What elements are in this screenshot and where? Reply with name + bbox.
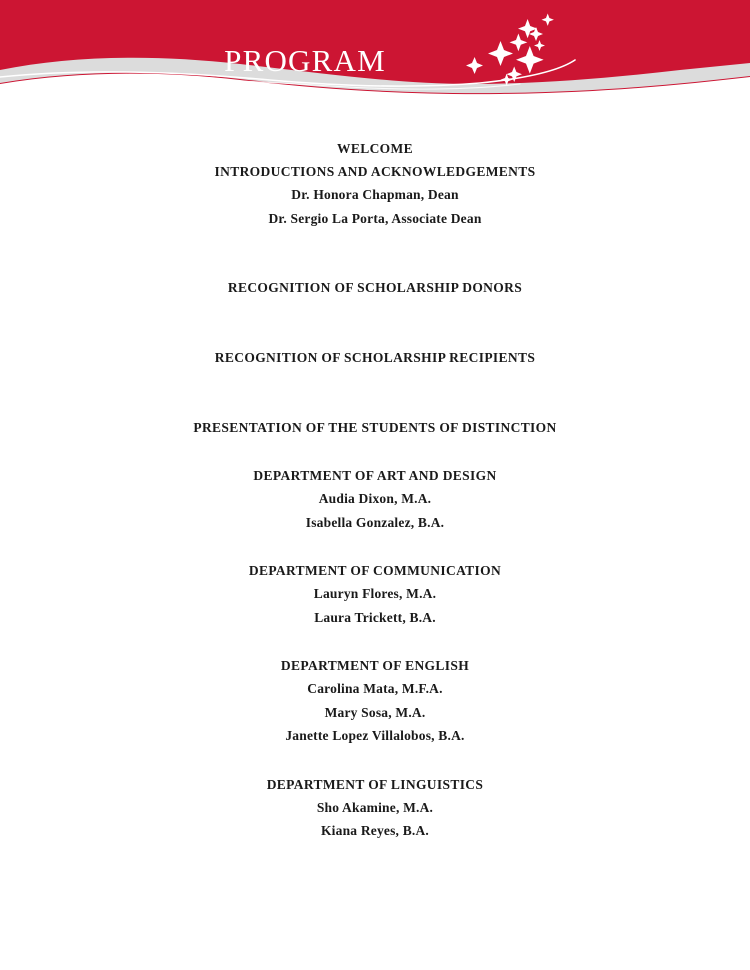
section-heading-recipients: RECOGNITION OF SCHOLARSHIP RECIPIENTS (214, 350, 536, 365)
department-block (0, 773, 750, 843)
spacer-between-departments (0, 748, 750, 773)
program-header-banner (0, 0, 750, 98)
spacer-before-departments (0, 439, 750, 464)
department-heading: DEPARTMENT OF COMMUNICATION (248, 563, 502, 578)
section-students-of-distinction (0, 416, 750, 439)
section-heading-students-of-distinction: PRESENTATION OF THE STUDENTS OF DISTINCTION (193, 420, 557, 435)
welcome-heading: WELCOME (337, 141, 413, 156)
program-content (0, 98, 750, 843)
honoree-name: Sho Akamine, M.A. (316, 799, 434, 815)
spacer-after-opening (0, 230, 750, 276)
opening-block (0, 137, 750, 230)
honoree-name: Kiana Reyes, B.A. (320, 823, 430, 838)
honoree-name: Lauryn Flores, M.A. (313, 586, 437, 601)
section-donors (0, 276, 750, 299)
spacer-between-departments (0, 534, 750, 559)
spacer-after-recipients (0, 369, 750, 416)
honoree-name: Isabella Gonzalez, B.A. (305, 514, 445, 530)
department-heading: DEPARTMENT OF LINGUISTICS (266, 776, 484, 792)
honoree-name: Janette Lopez Villalobos, B.A. (285, 728, 465, 743)
department-heading: DEPARTMENT OF ENGLISH (280, 658, 470, 673)
honoree-name: Mary Sosa, M.A. (324, 704, 426, 720)
honoree-name: Carolina Mata, M.F.A. (307, 681, 443, 696)
section-recipients (0, 346, 750, 369)
page-title: PROGRAM (224, 43, 386, 78)
spacer-top (0, 98, 750, 137)
spacer-after-donors (0, 299, 750, 346)
honoree-name: Laura Trickett, B.A. (314, 609, 436, 625)
introductions-heading: INTRODUCTIONS AND ACKNOWLEDGEMENTS (214, 164, 536, 179)
official-name: Dr. Honora Chapman, Dean (291, 187, 459, 202)
department-heading: DEPARTMENT OF ART AND DESIGN (253, 468, 497, 483)
department-block (0, 654, 750, 748)
department-block (0, 464, 750, 534)
header-graphic (0, 0, 750, 98)
spacer-between-departments (0, 629, 750, 654)
section-heading-donors: RECOGNITION OF SCHOLARSHIP DONORS (227, 280, 523, 295)
honoree-name: Audia Dixon, M.A. (318, 491, 432, 506)
official-name: Dr. Sergio La Porta, Associate Dean (268, 210, 482, 226)
department-block (0, 559, 750, 629)
